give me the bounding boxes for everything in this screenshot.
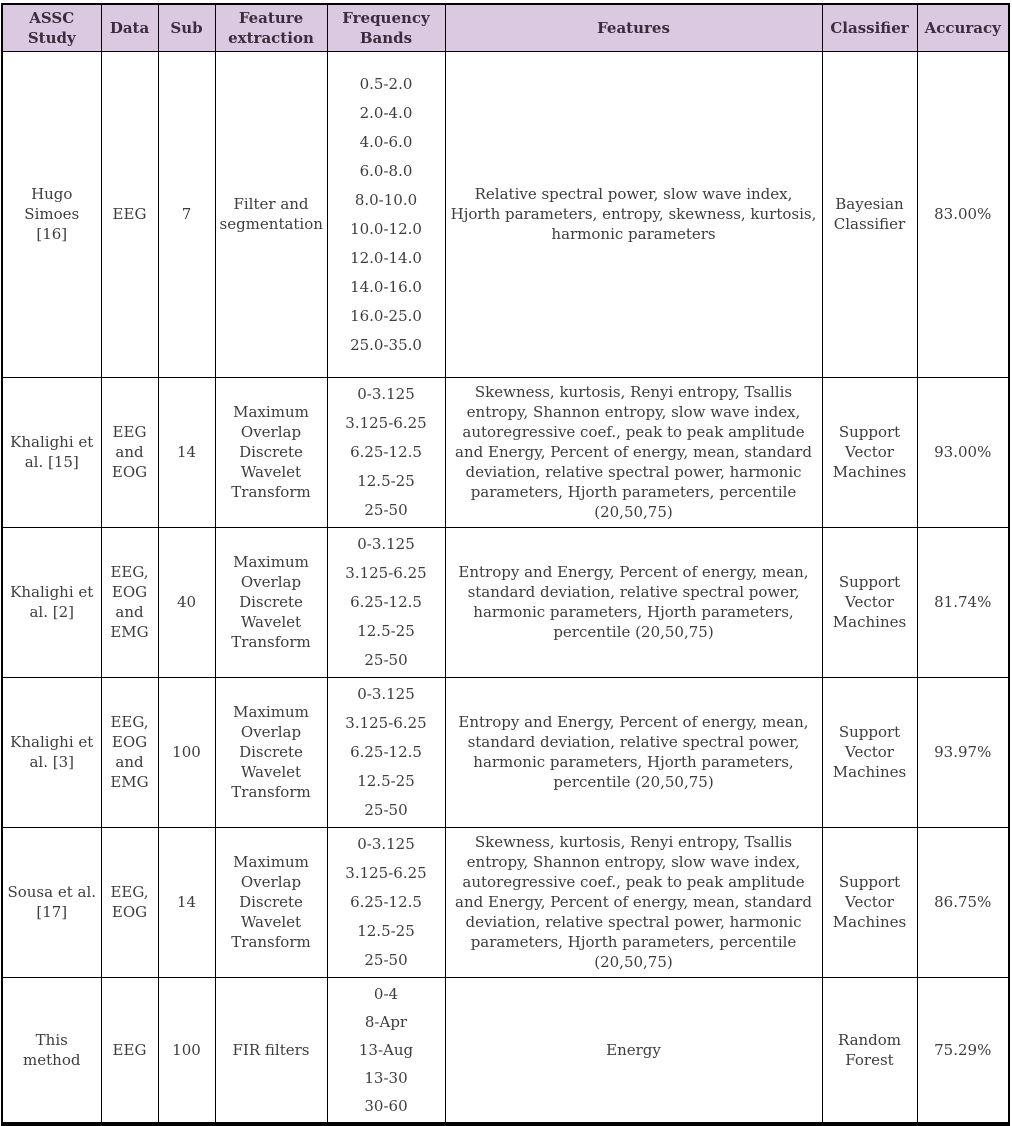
feature-extraction-cell: Maximum Overlap Discrete Wavelet Transform — [215, 827, 327, 977]
classifier-cell: Support Vector Machines — [822, 377, 917, 527]
study-cell: Khalighi et al. [15] — [2, 377, 101, 527]
band-line: 25-50 — [364, 951, 408, 969]
band-line: 25-50 — [364, 651, 408, 669]
frequency-bands-cell — [327, 827, 445, 977]
features-cell: Entropy and Energy, Percent of energy, mean, standard deviation, relative spectral power, harmonic parameters, Hjorth parameters, percentile (20,50,75) — [445, 677, 822, 827]
study-cell: This method — [2, 977, 101, 1124]
band-line: 0-3.125 — [357, 835, 415, 853]
accuracy-cell: 75.29% — [917, 977, 1009, 1124]
header-assc-study: ASSC Study — [2, 4, 101, 51]
frequency-bands-cell — [327, 51, 445, 377]
band-line: 30-60 — [364, 1096, 408, 1115]
frequency-bands-cell — [327, 377, 445, 527]
band-line: 0.5-2.0 — [359, 74, 413, 93]
features-cell: Entropy and Energy, Percent of energy, mean, standard deviation, relative spectral power, harmonic parameters, Hjorth parameters, percentile (20,50,75) — [445, 527, 822, 677]
table-row — [2, 51, 1009, 377]
band-line: 25-50 — [364, 501, 408, 519]
table-row — [2, 977, 1009, 1124]
classifier-cell: Support Vector Machines — [822, 527, 917, 677]
data-cell: EEG, EOG and EMG — [101, 527, 158, 677]
header-sub: Sub — [158, 4, 215, 51]
sub-cell: 7 — [158, 51, 215, 377]
band-line: 10.0-12.0 — [350, 219, 422, 238]
classifier-cell: Random Forest — [822, 977, 917, 1124]
data-cell: EEG — [101, 977, 158, 1124]
data-cell: EEG, EOG and EMG — [101, 677, 158, 827]
band-line: 6.25-12.5 — [350, 893, 422, 911]
accuracy-cell: 86.75% — [917, 827, 1009, 977]
table-row — [2, 677, 1009, 827]
band-line: 12.5-25 — [357, 772, 415, 790]
frequency-bands-cell — [327, 977, 445, 1124]
header-data: Data — [101, 4, 158, 51]
band-line: 13-Aug — [358, 1040, 414, 1059]
assc-comparison-table — [1, 3, 1010, 1126]
header-classifier: Classifier — [822, 4, 917, 51]
classifier-cell: Support Vector Machines — [822, 827, 917, 977]
band-line: 25.0-35.0 — [350, 335, 422, 354]
band-line: 13-30 — [364, 1068, 408, 1087]
data-cell: EEG and EOG — [101, 377, 158, 527]
band-line: 8.0-10.0 — [354, 190, 418, 209]
accuracy-cell: 93.97% — [917, 677, 1009, 827]
features-cell: Skewness, kurtosis, Renyi entropy, Tsallis entropy, Shannon entropy, slow wave index, autoregressive coef., peak to peak amplitude and Energy, Percent of energy, mean, standard deviation, relative spectral power, harmonic parameters, Hjorth parameters, percentile (20,50,75) — [445, 377, 822, 527]
band-line: 2.0-4.0 — [359, 103, 413, 122]
band-line: 3.125-6.25 — [345, 864, 427, 882]
accuracy-cell: 83.00% — [917, 51, 1009, 377]
sub-cell: 14 — [158, 377, 215, 527]
band-line: 3.125-6.25 — [345, 714, 427, 732]
header-feature-extraction: Feature extraction — [215, 4, 327, 51]
sub-cell: 100 — [158, 677, 215, 827]
study-cell: Sousa et al. [17] — [2, 827, 101, 977]
features-cell: Skewness, kurtosis, Renyi entropy, Tsallis entropy, Shannon entropy, slow wave index, autoregressive coef., peak to peak amplitude and Energy, Percent of energy, mean, standard deviation, relative spectral power, harmonic parameters, Hjorth parameters, percentile (20,50,75) — [445, 827, 822, 977]
band-line: 12.0-14.0 — [350, 248, 422, 267]
band-line: 16.0-25.0 — [350, 306, 422, 325]
band-line: 3.125-6.25 — [345, 564, 427, 582]
sub-cell: 14 — [158, 827, 215, 977]
band-line: 4.0-6.0 — [359, 132, 413, 151]
data-cell: EEG — [101, 51, 158, 377]
features-cell: Energy — [445, 977, 822, 1124]
features-cell: Relative spectral power, slow wave index, Hjorth parameters, entropy, skewness, kurtosis, harmonic parameters — [445, 51, 822, 377]
band-line: 0-3.125 — [357, 385, 415, 403]
band-line: 8-Apr — [364, 1012, 408, 1031]
feature-extraction-cell: FIR filters — [215, 977, 327, 1124]
band-line: 6.25-12.5 — [350, 443, 422, 461]
frequency-bands-cell — [327, 527, 445, 677]
classifier-cell: Support Vector Machines — [822, 677, 917, 827]
accuracy-cell: 93.00% — [917, 377, 1009, 527]
band-line: 0-3.125 — [357, 685, 415, 703]
band-line: 3.125-6.25 — [345, 414, 427, 432]
band-line: 12.5-25 — [357, 622, 415, 640]
band-line: 6.25-12.5 — [350, 743, 422, 761]
study-cell: Khalighi et al. [3] — [2, 677, 101, 827]
band-line: 0-4 — [373, 984, 399, 1003]
study-cell: Khalighi et al. [2] — [2, 527, 101, 677]
band-line: 14.0-16.0 — [350, 277, 422, 296]
frequency-bands-cell — [327, 677, 445, 827]
classifier-cell: Bayesian Classifier — [822, 51, 917, 377]
sub-cell: 100 — [158, 977, 215, 1124]
band-line: 25-50 — [364, 801, 408, 819]
band-line: 0-3.125 — [357, 535, 415, 553]
table-row — [2, 377, 1009, 527]
table-row — [2, 527, 1009, 677]
table-row — [2, 827, 1009, 977]
band-line: 12.5-25 — [357, 922, 415, 940]
header-row — [2, 4, 1009, 51]
feature-extraction-cell: Filter and segmentation — [215, 51, 327, 377]
feature-extraction-cell: Maximum Overlap Discrete Wavelet Transform — [215, 527, 327, 677]
study-cell: Hugo Simoes [16] — [2, 51, 101, 377]
header-features: Features — [445, 4, 822, 51]
feature-extraction-cell: Maximum Overlap Discrete Wavelet Transform — [215, 377, 327, 527]
table-header — [2, 4, 1009, 51]
sub-cell: 40 — [158, 527, 215, 677]
feature-extraction-cell: Maximum Overlap Discrete Wavelet Transform — [215, 677, 327, 827]
data-cell: EEG, EOG — [101, 827, 158, 977]
accuracy-cell: 81.74% — [917, 527, 1009, 677]
band-line: 6.25-12.5 — [350, 593, 422, 611]
band-line: 12.5-25 — [357, 472, 415, 490]
header-accuracy: Accuracy — [917, 4, 1009, 51]
header-frequency-bands: Frequency Bands — [327, 4, 445, 51]
band-line: 6.0-8.0 — [359, 161, 413, 180]
